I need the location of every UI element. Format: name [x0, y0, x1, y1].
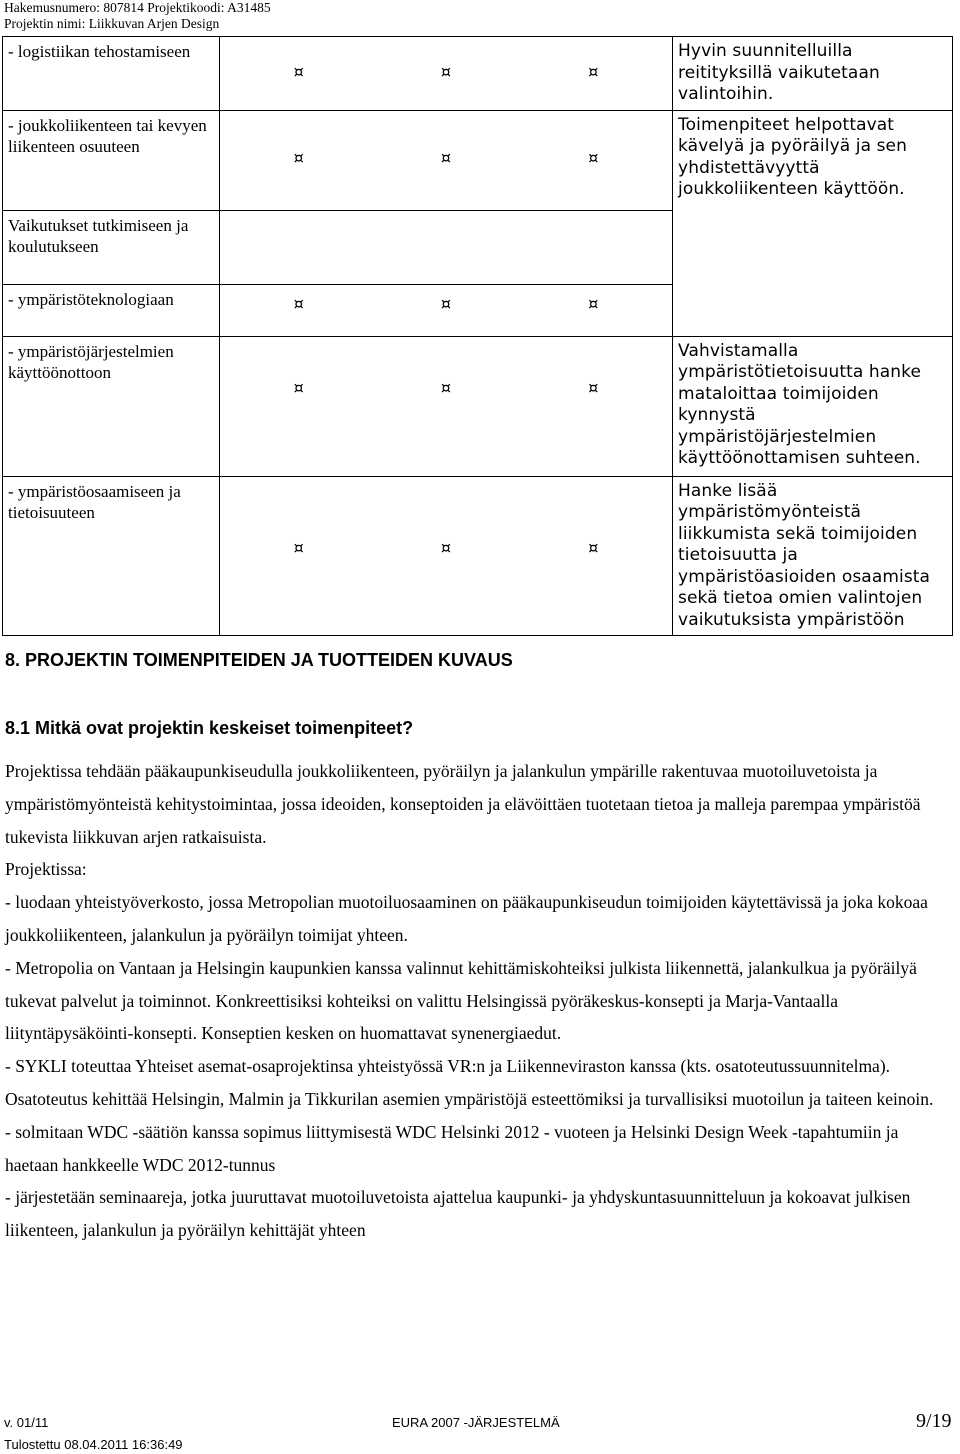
mark-icon: ¤	[440, 537, 452, 557]
paragraph: Projektissa tehdään pääkaupunkiseudulla joukkoliikenteen, pyöräilyn ja jalankulun ympärille rakentuvaa muotoiluvetoista ja ympäristömyönteistä kehitystoimintaa, jossa ideoiden, konseptoiden ja elävöittäen tuotetaan tietoa ja malleja parempaa ympäristöä tukevista liikkuvan arjen ratkaisuista.	[5, 761, 921, 847]
row-marks	[220, 336, 673, 476]
row-marks	[220, 284, 673, 336]
row-description: Hanke lisää ympäristömyönteistä liikkumista sekä toimijoiden tietoisuutta ja ympäristöasioiden osaamista sekä tietoa omien valintojen vaikutuksista ympäristöön	[673, 476, 953, 636]
row-label: - ympäristöteknologiaan	[3, 284, 220, 336]
row-label: Vaikutukset tutkimiseen ja koulutukseen	[3, 210, 220, 284]
footer-version: v. 01/11	[4, 1415, 49, 1430]
header-project-name: Projektin nimi: Liikkuvan Arjen Design	[4, 16, 220, 31]
row-marks	[220, 110, 673, 210]
header-application-number: Hakemusnumero: 807814 Projektikoodi: A31485	[4, 0, 271, 15]
table-row	[3, 476, 953, 636]
mark-icon: ¤	[293, 293, 304, 313]
mark-icon: ¤	[440, 147, 452, 167]
mark-icon: ¤	[440, 377, 452, 397]
table-row	[3, 336, 953, 476]
section-heading: 8. PROJEKTIN TOIMENPITEIDEN JA TUOTTEIDEN KUVAUS	[5, 650, 513, 670]
mark-icon: ¤	[588, 377, 599, 397]
footer-system: EURA 2007 -JÄRJESTELMÄ	[392, 1415, 560, 1430]
mark-icon: ¤	[588, 293, 599, 313]
mark-icon: ¤	[588, 62, 599, 81]
paragraph: - solmitaan WDC -säätiön kanssa sopimus liittymisestä WDC Helsinki 2012 - vuoteen ja Helsinki Design Week -tapahtumiin ja haetaan hankkeelle WDC 2012-tunnus	[5, 1121, 899, 1175]
paragraph: - SYKLI toteuttaa Yhteiset asemat-osaprojektinsa yhteistyössä VR:n ja Liikenneviraston kanssa (kts. osatoteutussuunnitelma). Osatoteutus kehittää Helsingin, Malmin ja Tikkurilan asemien ympäristöjä esteettömiksi ja turvallisiksi muotoilun ja taiteen keinoin.	[5, 1056, 934, 1109]
footer-page-number: 9/19	[916, 1410, 952, 1432]
body-text	[5, 755, 953, 1247]
sub-heading: 8.1 Mitkä ovat projektin keskeiset toimenpiteet?	[5, 718, 414, 738]
paragraph: - Metropolia on Vantaan ja Helsingin kaupunkien kanssa valinnut kehittämiskohteiksi julkista liikennettä, jalankulkua ja pyöräilyä tukevat palvelut ja toiminnot. Konkreettisiksi kohteiksi on valittu Helsingissä pyöräkeskus-konsepti ja Marja-Vantaalla liityntäpysäköinti-konsepti. Konseptien kesken on huomattavat synenergiaedut.	[5, 957, 917, 1044]
mark-icon: ¤	[293, 62, 304, 81]
row-label: - logistiikan tehostamiseen	[3, 37, 220, 111]
mark-icon: ¤	[293, 537, 304, 557]
mark-icon: ¤	[293, 377, 304, 397]
table-row	[3, 37, 953, 111]
mark-icon: ¤	[588, 147, 599, 167]
mark-icon: ¤	[440, 62, 452, 81]
row-description: Hyvin suunnitelluilla reitityksillä vaikutetaan valintoihin.	[673, 37, 953, 111]
table-row	[3, 110, 953, 210]
effects-table	[2, 36, 953, 636]
row-label: - ympäristöjärjestelmien käyttöönottoon	[3, 336, 220, 476]
row-label: - ympäristöosaamiseen ja tietoisuuteen	[3, 476, 220, 636]
mark-icon: ¤	[588, 537, 599, 557]
paragraph: Projektissa:	[5, 859, 87, 880]
row-marks	[220, 37, 673, 111]
row-marks	[220, 210, 673, 284]
row-marks	[220, 476, 673, 636]
row-description: Vahvistamalla ympäristötietoisuutta hanke mataloittaa toimijoiden kynnystä ympäristöjärjestelmien käyttöönottamisen suhteen.	[673, 336, 953, 476]
mark-icon: ¤	[440, 293, 452, 313]
mark-icon: ¤	[293, 147, 304, 167]
paragraph: - luodaan yhteistyöverkosto, jossa Metropolian muotoiluosaaminen on pääkaupunkiseudun toimijoiden käytettävissä ja joka kokoaa joukkoliikenteen, jalankulun ja pyöräilyn toimijat yhteen.	[5, 892, 928, 945]
footer-print-date: Tulostettu 08.04.2011 16:36:49	[4, 1437, 183, 1452]
paragraph: - järjestetään seminaareja, jotka juuruttavat muotoiluvetoista ajattelua kaupunki- ja yhdyskuntasuunnitteluun ja kokoavat julkisen liikenteen, jalankulun ja pyöräilyn kehittäjät yhteen	[5, 1187, 911, 1241]
row-description: Toimenpiteet helpottavat kävelyä ja pyöräilyä ja sen yhdistettävyyttä joukkoliikenteen käyttöön.	[673, 110, 953, 336]
row-label: - joukkoliikenteen tai kevyen liikenteen osuuteen	[3, 110, 220, 210]
